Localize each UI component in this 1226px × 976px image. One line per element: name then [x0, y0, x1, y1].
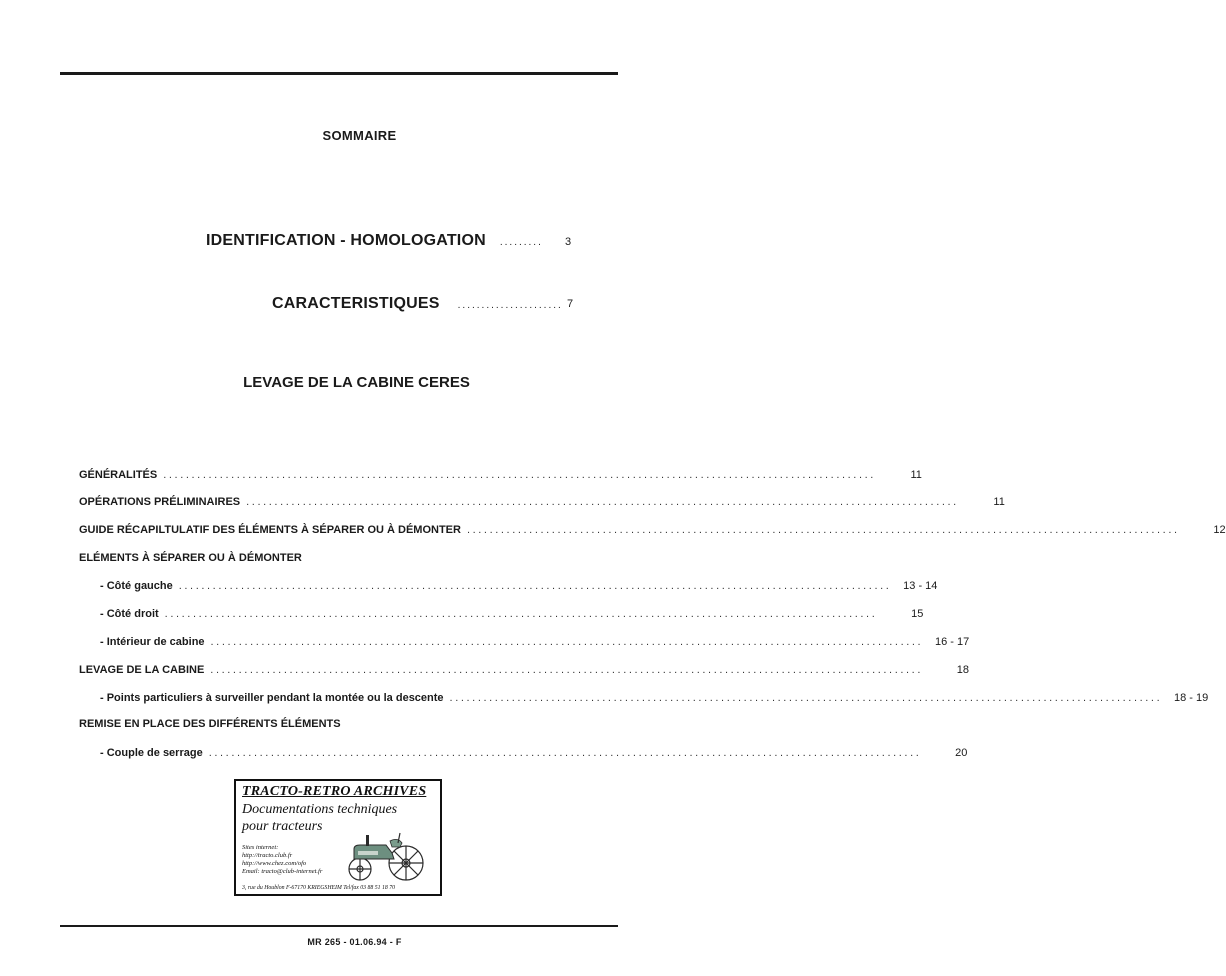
- toc-page: 18 - 19: [1173, 692, 1209, 704]
- toc-page: 15: [911, 608, 924, 620]
- toc-row: [100, 608, 924, 624]
- page-title: SOMMAIRE: [322, 128, 397, 143]
- main-entry-page: [567, 298, 573, 310]
- toc-page: 18: [956, 664, 969, 676]
- leader-dots: ..............................................................................................................................: [208, 747, 922, 759]
- toc-label: - Intérieur de cabine: [100, 636, 205, 648]
- toc-label: - Couple de serrage: [100, 747, 203, 759]
- toc-label: - Côté droit: [100, 608, 159, 620]
- toc-row: [100, 636, 970, 652]
- toc-row: [100, 580, 938, 596]
- archive-stamp: [234, 779, 442, 896]
- main-entry-label: CARACTERISTIQUES: [272, 295, 440, 312]
- leader-dots: ..............................................................................................................................: [210, 636, 924, 648]
- leader-dots: ..............................................................................................................................: [163, 469, 876, 481]
- toc-page: 11: [910, 469, 922, 481]
- stamp-sites-label: Sites internet:: [242, 844, 279, 851]
- top-rule: [60, 72, 618, 75]
- toc-page: 12: [1213, 524, 1226, 536]
- leader-dots: ..............................................................................................................................: [210, 664, 923, 676]
- toc-label: LEVAGE DE LA CABINE: [79, 664, 205, 676]
- toc-label: - Côté gauche: [100, 580, 173, 592]
- toc-row: [100, 692, 1209, 708]
- page-number: 3: [565, 236, 572, 248]
- leader-dots: .........: [499, 237, 543, 248]
- toc-label: GUIDE RÉCAPILTULATIF DES ÉLÉMENTS À SÉPARER OU À DÉMONTER: [79, 524, 461, 536]
- toc-row: [79, 552, 576, 568]
- stamp-email: Email: tracto@club-internet.fr: [242, 868, 323, 875]
- toc-row: [100, 747, 968, 763]
- toc-row: [79, 524, 1226, 540]
- toc-row: [79, 664, 969, 680]
- stamp-line-1: Documentations techniques: [242, 802, 398, 817]
- document-code: MR 265 - 01.06.94 - F: [307, 937, 402, 947]
- section-heading: LEVAGE DE LA CABINE CERES: [243, 374, 470, 391]
- stamp-line-2: pour tracteurs: [242, 819, 323, 834]
- toc-label: GÉNÉRALITÉS: [79, 469, 158, 481]
- toc-page: 16 - 17: [934, 636, 970, 648]
- leader-dots: ......................: [457, 300, 563, 311]
- leader-dots: ..............................................................................................................................: [164, 608, 878, 620]
- stamp-site-2: http://www.chez.com/ofo: [242, 860, 307, 867]
- main-entry-page: [565, 236, 571, 248]
- toc-page: 20: [955, 747, 968, 759]
- toc-page: 13 - 14: [903, 580, 938, 592]
- toc-row: [79, 718, 576, 734]
- page-number: 7: [567, 298, 574, 310]
- toc-label: OPÉRATIONS PRÉLIMINAIRES: [79, 496, 241, 508]
- toc-row: [79, 469, 922, 485]
- main-entry-identification: [206, 232, 543, 250]
- tractor-icon: [340, 827, 432, 883]
- bottom-rule: [60, 925, 618, 927]
- leader-dots: ..............................................................................................................................: [449, 692, 1163, 704]
- main-entry-caracteristiques: [272, 295, 563, 313]
- leader-dots: ..............................................................................................................................: [178, 580, 892, 592]
- toc-label: ELÉMENTS À SÉPARER OU À DÉMONTER: [79, 552, 302, 564]
- toc-page: 11: [993, 496, 1005, 508]
- main-entry-label: IDENTIFICATION - HOMOLOGATION: [206, 232, 486, 249]
- toc-row: [79, 496, 1005, 512]
- stamp-site-1: http://tracto.club.fr: [242, 852, 293, 859]
- toc-label: - Points particuliers à surveiller pendant la montée ou la descente: [100, 692, 444, 704]
- stamp-address: 3, rue du Houblon F-67170 KRIEGSHEIM Tel/fax 03 88 51 18 70: [242, 885, 396, 891]
- toc-label: REMISE EN PLACE DES DIFFÉRENTS ÉLÉMENTS: [79, 718, 341, 730]
- leader-dots: ..............................................................................................................................: [466, 524, 1180, 536]
- leader-dots: ..............................................................................................................................: [246, 496, 959, 508]
- stamp-title: TRACTO-RETRO ARCHIVES: [242, 784, 427, 799]
